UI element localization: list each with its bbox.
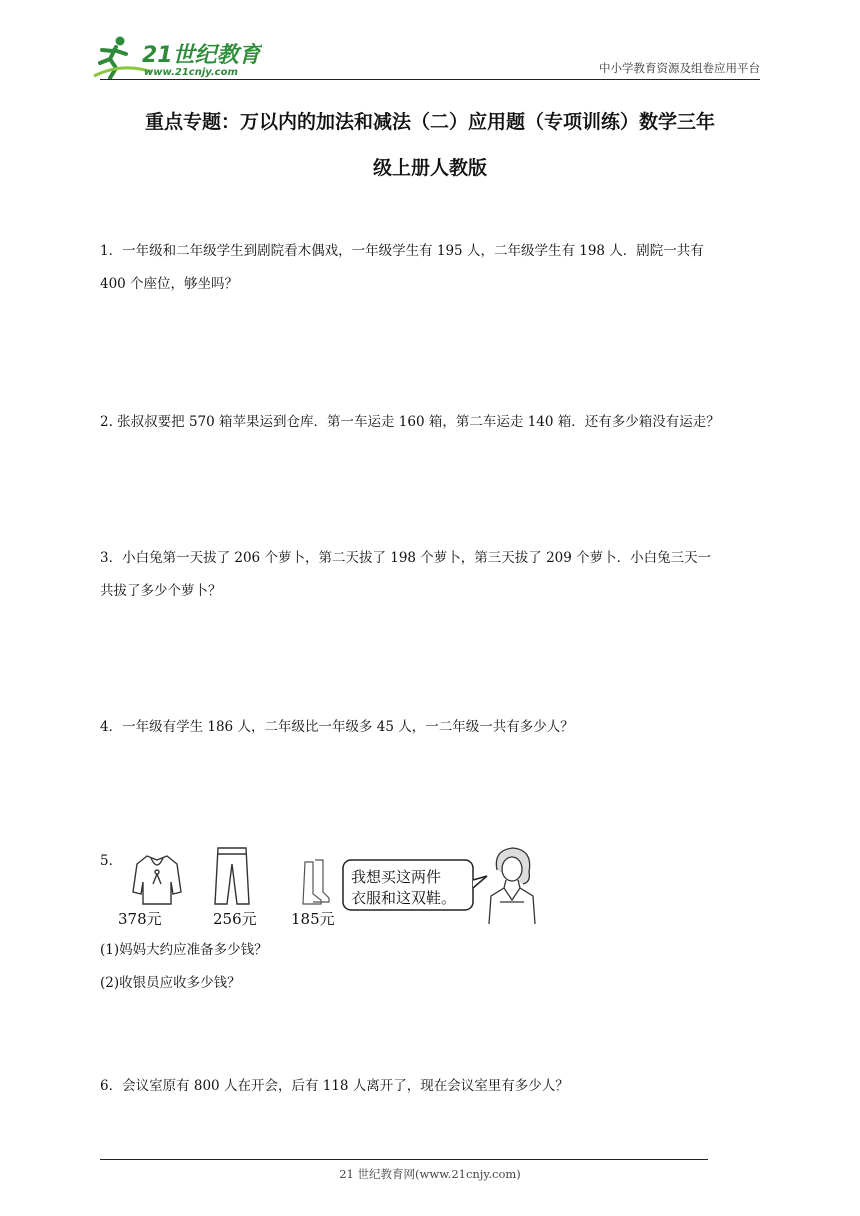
footer-text[interactable]: 21 世纪教育网(www.21cnjy.com) — [339, 1167, 521, 1181]
question-3-line1: 3．小白兔第一天拔了 206 个萝卜，第二天拔了 198 个萝卜，第三天拔了 209 个萝卜．小白兔三天一 — [100, 550, 712, 566]
shopping-illustration — [115, 842, 545, 927]
site-logo[interactable] — [92, 32, 262, 82]
price-blouse: 378元 — [118, 910, 162, 927]
header-divider — [100, 79, 760, 80]
question-5-sub1: (1)妈妈大约应准备多少钱？ — [100, 942, 268, 958]
footer-divider — [100, 1159, 708, 1160]
page-title-line1: 重点专题：万以内的加法和减法（二）应用题（专项训练）数学三年 — [144, 111, 715, 133]
question-5-sub2: (2)收银员应收多少钱？ — [100, 975, 241, 991]
speech-bubble — [343, 860, 487, 910]
question-4-text: 4．一年级有学生 186 人，二年级比一年级多 45 人，一二年级一共有多少人？ — [100, 719, 574, 735]
question-2-text: 2. 张叔叔要把 570 箱苹果运到仓库．第一车运走 160 箱，第二车运走 140 箱．还有多少箱没有运走？ — [100, 414, 720, 430]
question-6-text: 6．会议室原有 800 人在开会，后有 118 人离开了，现在会议室里有多少人？ — [100, 1078, 569, 1094]
page-title-line2: 级上册人教版 — [372, 157, 487, 179]
speech-line2: 衣服和这双鞋。 — [351, 889, 457, 907]
boots-icon — [303, 860, 329, 904]
question-5-number: 5． — [100, 853, 123, 869]
logo-url: www.21cnjy.com — [144, 67, 238, 78]
price-trousers: 256元 — [213, 910, 257, 927]
logo-text: 21世纪教育 — [142, 43, 261, 68]
mother-icon — [489, 848, 535, 924]
question-1-line2: 400 个座位，够坐吗？ — [100, 276, 239, 292]
question-1-line1: 1．一年级和二年级学生到剧院看木偶戏，一年级学生有 195 人，二年级学生有 198 人．剧院一共有 — [100, 243, 704, 259]
trousers-icon — [215, 848, 249, 904]
blouse-icon — [133, 856, 181, 904]
question-3-line2: 共拔了多少个萝卜？ — [100, 583, 222, 599]
speech-line1: 我想买这两件 — [351, 868, 442, 886]
platform-tagline: 中小学教育资源及组卷应用平台 — [599, 61, 760, 75]
price-boots: 185元 — [291, 910, 335, 927]
